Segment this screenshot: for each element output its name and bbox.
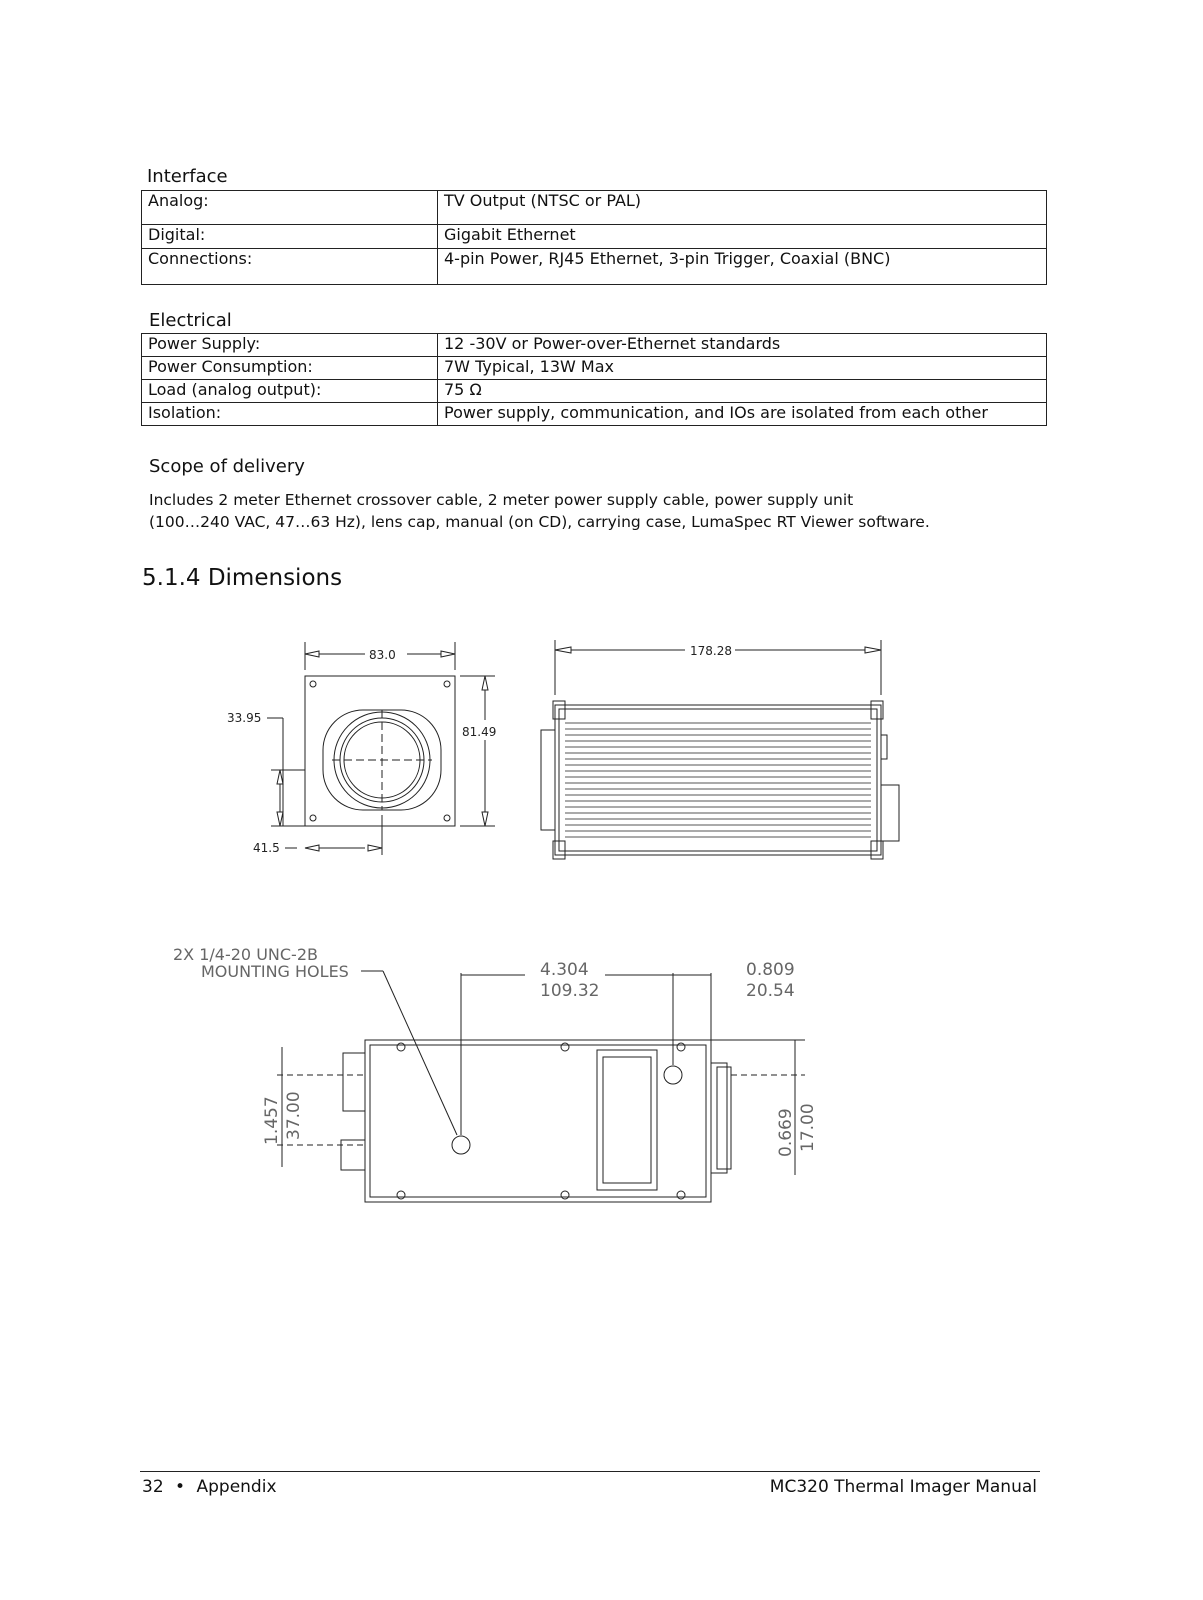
lens-horizontal-dim: 41.5 [253,841,280,855]
power-consumption-value: 7W Typical, 13W Max [438,357,1047,380]
load-label: Load (analog output): [142,380,438,403]
table-row [142,380,1047,403]
connections-label: Connections: [142,249,438,285]
page-number: 32 [142,1477,164,1497]
dim-1700-mm: 17.00 [798,1103,818,1152]
electrical-table [141,333,1047,426]
digital-value: Gigabit Ethernet [438,225,1047,249]
dimensions-heading: 5.1.4 Dimensions [142,565,343,591]
mounting-label-line-1: 2X 1/4-20 UNC-2B [173,945,318,964]
connections-value: 4-pin Power, RJ45 Ethernet, 3-pin Trigger, Coaxial (BNC) [438,249,1047,285]
table-row [142,334,1047,357]
dim-0809-in: 0.809 [746,960,795,980]
footer-bullet: • [175,1477,186,1497]
front-view-drawing [215,630,505,865]
power-supply-value: 12 -30V or Power-over-Ethernet standards [438,334,1047,357]
dim-1457-in: 1.457 [262,1096,282,1145]
footer-section: Appendix [196,1477,277,1497]
digital-label: Digital: [142,225,438,249]
scope-line-1: Includes 2 meter Ethernet crossover cable, 2 meter power supply cable, power supply unit [149,491,854,509]
dim-10932-mm: 109.32 [540,981,600,1001]
dim-3700-mm: 37.00 [284,1091,304,1140]
mounting-label-line-2: MOUNTING HOLES [201,962,349,981]
footer-left [142,1477,277,1497]
footer-rule [140,1471,1040,1472]
front-width-dim: 83.0 [369,648,396,662]
scope-title: Scope of delivery [149,456,305,477]
analog-value: TV Output (NTSC or PAL) [438,191,1047,225]
front-height-dim: 81.49 [462,725,497,739]
dim-2054-mm: 20.54 [746,981,795,1001]
dim-0669-in: 0.669 [776,1108,796,1157]
interface-table [141,190,1047,285]
load-value: 75 Ω [438,380,1047,403]
dim-4304-in: 4.304 [540,960,589,980]
isolation-value: Power supply, communication, and IOs are isolated from each other [438,403,1047,426]
scope-line-2: (100…240 VAC, 47…63 Hz), lens cap, manual (on CD), carrying case, LumaSpec RT Viewer software. [149,513,930,531]
table-row [142,357,1047,380]
lens-vertical-dim: 33.95 [227,711,262,725]
table-row [142,249,1047,285]
side-view-drawing [535,635,925,865]
power-consumption-label: Power Consumption: [142,357,438,380]
analog-label: Analog: [142,191,438,225]
power-supply-label: Power Supply: [142,334,438,357]
table-row [142,191,1047,225]
interface-title: Interface [147,166,228,187]
bottom-view-drawing [165,935,845,1215]
footer-right: MC320 Thermal Imager Manual [769,1477,1037,1497]
isolation-label: Isolation: [142,403,438,426]
scope-text [149,489,1049,533]
table-row [142,225,1047,249]
table-row [142,403,1047,426]
electrical-title: Electrical [149,310,232,331]
side-length-dim: 178.28 [690,644,732,658]
